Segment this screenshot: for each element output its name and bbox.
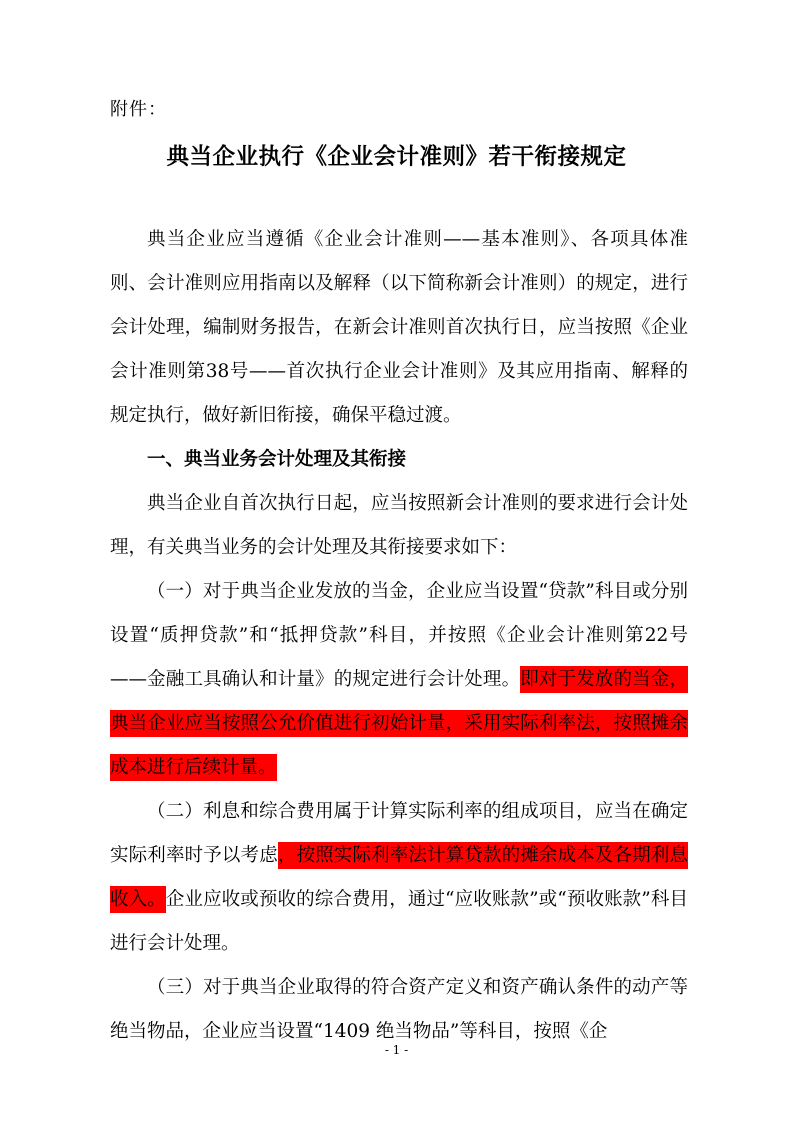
item2-text-after: 企业应收或预收的综合费用，通过“应收账款”或“预收账款”科目进行会计处理。 [110,889,688,954]
attachment-label: 附件： [110,99,167,120]
item1-highlighted-text: 即对于发放的当金，典当企业应当按照公允价值进行初始计量，采用实际利率法，按照摊余成本进行后续计量。 [110,666,688,781]
document-title: 典当企业执行《企业会计准则》若干衔接规定 [166,144,627,170]
item1-paragraph [110,570,688,790]
page-number: - 1 - [384,1043,409,1057]
item3-paragraph: （三）对于典当企业取得的符合资产定义和资产确认条件的动产等绝当物品，企业应当设置“1409 绝当物品”等科目，按照《企 [110,977,688,1042]
item2-text-before: （二）利息和综合费用属于计算实际利率的组成项目，应当在确定实际利率时予以考虑 [110,801,688,866]
item2-paragraph [110,790,688,966]
item1-text: （一）对于典当企业发放的当金，企业应当设置“贷款”科目或分别设置“质押贷款”和“抵押贷款”科目，并按照《企业会计准则第22号——金融工具确认和计量》的规定进行会计处理。 [110,581,688,690]
intro-paragraph: 典当企业应当遵循《企业会计准则——基本准则》、各项具体准则、会计准则应用指南以及解释（以下简称新会计准则）的规定，进行会计处理，编制财务报告，在新会计准则首次执行日，应当按照《企业会计准则第38号——首次执行企业会计准则》及其应用指南、解释的规定执行，做好新旧衔接，确保平稳过渡。 [110,229,688,426]
document-body [110,218,688,1054]
item2-highlighted-text: ，按照实际利率法计算贷款的摊余成本及各期利息收入。 [110,842,688,913]
section1-intro-paragraph: 典当企业自首次执行日起，应当按照新会计准则的要求进行会计处理，有关典当业务的会计处理及其衔接要求如下： [110,493,688,558]
section1-heading: 一、典当业务会计处理及其衔接 [147,449,407,470]
